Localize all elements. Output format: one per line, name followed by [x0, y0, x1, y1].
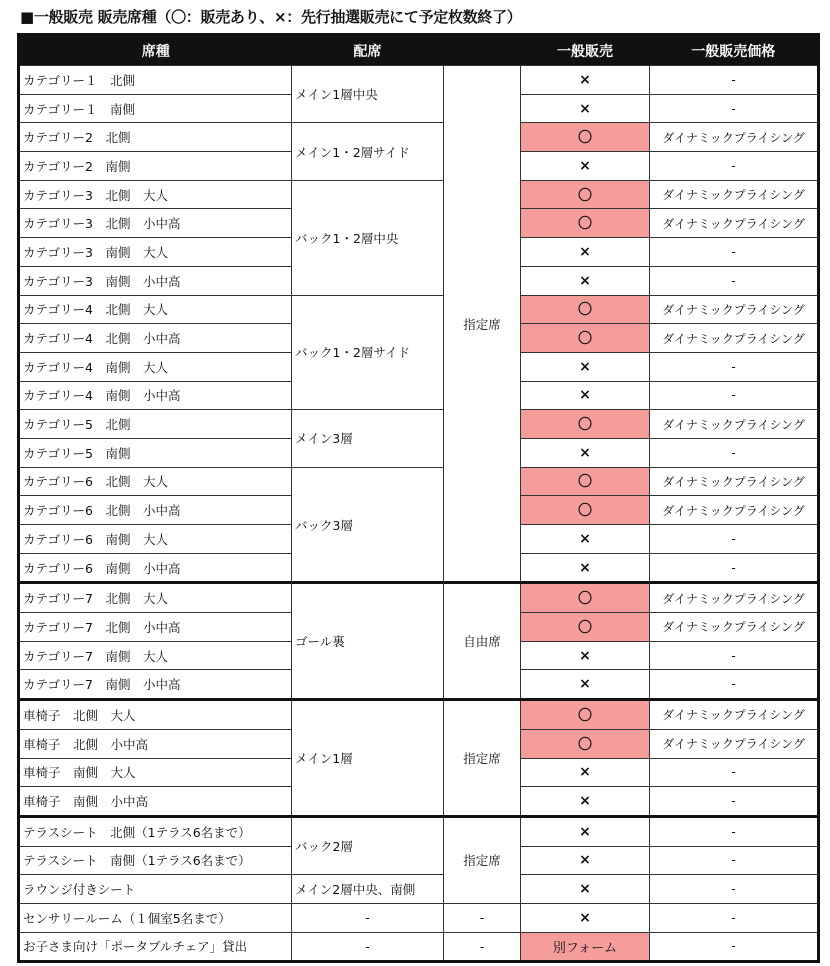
- seat-name: カテゴリー2 北側: [19, 123, 292, 152]
- seat-name: カテゴリー2 南側: [19, 152, 292, 181]
- seat-name: カテゴリー3 北側 小中高: [19, 209, 292, 238]
- placement: メイン2層中央、南側: [292, 875, 444, 904]
- sale-status: 〇: [521, 123, 650, 152]
- sale-status: 〇: [521, 583, 650, 613]
- sale-status: 〇: [521, 496, 650, 525]
- sale-status: ×: [521, 553, 650, 583]
- sale-status: 〇: [521, 700, 650, 730]
- sale-status: ×: [521, 787, 650, 817]
- sale-price: -: [650, 381, 819, 410]
- sale-price: ダイナミックプライシング: [650, 729, 819, 758]
- header-seat: 席種: [19, 35, 292, 66]
- seat-name: テラスシート 北側（1テラス6名まで）: [19, 816, 292, 846]
- sale-price: -: [650, 903, 819, 932]
- sale-status: ×: [521, 66, 650, 95]
- table-row: [19, 295, 819, 324]
- seat-name: カテゴリー3 北側 大人: [19, 180, 292, 209]
- placement: バック1・2層サイド: [292, 295, 444, 410]
- table-header: [19, 35, 819, 66]
- sale-price: ダイナミックプライシング: [650, 410, 819, 439]
- table-row: [19, 875, 819, 904]
- sale-price: ダイナミックプライシング: [650, 209, 819, 238]
- sale-status: ×: [521, 525, 650, 554]
- placement: -: [292, 932, 444, 962]
- seat-name: カテゴリー6 南側 小中高: [19, 553, 292, 583]
- seat-name: カテゴリー6 北側 大人: [19, 467, 292, 496]
- seat-name: カテゴリー7 北側 大人: [19, 583, 292, 613]
- sale-status: ×: [521, 758, 650, 787]
- sale-price: -: [650, 238, 819, 267]
- placement: バック1・2層中央: [292, 180, 444, 295]
- sale-status: ×: [521, 816, 650, 846]
- sale-status: ×: [521, 238, 650, 267]
- seat-name: カテゴリー4 北側 大人: [19, 295, 292, 324]
- sale-price: -: [650, 932, 819, 962]
- seat-name: カテゴリー7 南側 小中高: [19, 670, 292, 700]
- seat-type: -: [444, 932, 521, 962]
- header-sale: 一般販売: [521, 35, 650, 66]
- sale-status: ×: [521, 266, 650, 295]
- table-row: [19, 467, 819, 496]
- seat-name: カテゴリー4 北側 小中高: [19, 324, 292, 353]
- sale-price: -: [650, 816, 819, 846]
- seat-name: カテゴリー１ 北側: [19, 66, 292, 95]
- placement: ゴール裏: [292, 583, 444, 700]
- table-row: [19, 903, 819, 932]
- sale-status: ×: [521, 846, 650, 875]
- seat-name: カテゴリー１ 南側: [19, 94, 292, 123]
- sale-price: ダイナミックプライシング: [650, 613, 819, 642]
- sale-price: ダイナミックプライシング: [650, 324, 819, 353]
- header-placement: 配席: [292, 35, 444, 66]
- seat-type: 自由席: [444, 583, 521, 700]
- sale-price: -: [650, 525, 819, 554]
- sale-status: 〇: [521, 295, 650, 324]
- seat-name: カテゴリー3 南側 大人: [19, 238, 292, 267]
- seat-name: カテゴリー7 北側 小中高: [19, 613, 292, 642]
- page-title: ■一般販売 販売席種（〇：販売あり、×：先行抽選販売にて予定枚数終了）: [20, 8, 522, 26]
- sale-price: -: [650, 758, 819, 787]
- seat-name: カテゴリー4 南側 大人: [19, 352, 292, 381]
- sale-price: -: [650, 94, 819, 123]
- seat-name: カテゴリー3 南側 小中高: [19, 266, 292, 295]
- placement: メイン1層: [292, 700, 444, 817]
- table-row: [19, 180, 819, 209]
- sale-status: 〇: [521, 467, 650, 496]
- sale-price: -: [650, 670, 819, 700]
- sale-status: 〇: [521, 180, 650, 209]
- sale-price: -: [650, 266, 819, 295]
- seat-type: 指定席: [444, 66, 521, 583]
- sale-price: -: [650, 846, 819, 875]
- table-row: [19, 410, 819, 439]
- seat-name: 車椅子 南側 大人: [19, 758, 292, 787]
- table-row: [19, 123, 819, 152]
- seat-name: ラウンジ付きシート: [19, 875, 292, 904]
- table-row: [19, 66, 819, 95]
- sale-price: ダイナミックプライシング: [650, 467, 819, 496]
- sale-price: ダイナミックプライシング: [650, 180, 819, 209]
- seat-name: カテゴリー5 南側: [19, 438, 292, 467]
- sale-status: ×: [521, 381, 650, 410]
- seat-name: テラスシート 南側（1テラス6名まで）: [19, 846, 292, 875]
- sale-price: -: [650, 152, 819, 181]
- seat-name: カテゴリー5 北側: [19, 410, 292, 439]
- sale-status: 〇: [521, 410, 650, 439]
- sale-status: ×: [521, 641, 650, 670]
- seat-type: 指定席: [444, 816, 521, 903]
- sale-price: -: [650, 641, 819, 670]
- seat-name: カテゴリー6 南側 大人: [19, 525, 292, 554]
- seat-name: センサリールーム（１個室5名まで）: [19, 903, 292, 932]
- table-row: [19, 583, 819, 613]
- sale-status: 〇: [521, 729, 650, 758]
- placement: バック3層: [292, 467, 444, 583]
- seat-name: カテゴリー7 南側 大人: [19, 641, 292, 670]
- sale-price: ダイナミックプライシング: [650, 295, 819, 324]
- table-row: [19, 816, 819, 846]
- seat-name: カテゴリー6 北側 小中高: [19, 496, 292, 525]
- placement: メイン3層: [292, 410, 444, 467]
- sale-price: ダイナミックプライシング: [650, 583, 819, 613]
- header-type: [444, 35, 521, 66]
- seat-type: -: [444, 903, 521, 932]
- sale-status: ×: [521, 94, 650, 123]
- seat-name: 車椅子 北側 小中高: [19, 729, 292, 758]
- placement: -: [292, 903, 444, 932]
- sale-status: ×: [521, 903, 650, 932]
- seat-name: 車椅子 北側 大人: [19, 700, 292, 730]
- sale-price: -: [650, 553, 819, 583]
- sale-status: ×: [521, 152, 650, 181]
- sale-price: -: [650, 66, 819, 95]
- sale-price: ダイナミックプライシング: [650, 700, 819, 730]
- table-row: [19, 932, 819, 962]
- placement: メイン1層中央: [292, 66, 444, 123]
- seat-name: お子さま向け「ポータブルチェア」貸出: [19, 932, 292, 962]
- placement: メイン1・2層サイド: [292, 123, 444, 180]
- sale-status: ×: [521, 438, 650, 467]
- seat-table: [17, 33, 820, 963]
- seat-name: 車椅子 南側 小中高: [19, 787, 292, 817]
- sale-status: 別フォーム: [521, 932, 650, 962]
- seat-type: 指定席: [444, 700, 521, 817]
- sale-status: 〇: [521, 324, 650, 353]
- sale-status: 〇: [521, 209, 650, 238]
- sale-price: -: [650, 352, 819, 381]
- sale-price: ダイナミックプライシング: [650, 123, 819, 152]
- header-price: 一般販売価格: [650, 35, 819, 66]
- seat-name: カテゴリー4 南側 小中高: [19, 381, 292, 410]
- sale-status: 〇: [521, 613, 650, 642]
- sale-status: ×: [521, 875, 650, 904]
- sale-price: -: [650, 438, 819, 467]
- sale-status: ×: [521, 352, 650, 381]
- sale-price: ダイナミックプライシング: [650, 496, 819, 525]
- sale-status: ×: [521, 670, 650, 700]
- sale-price: -: [650, 875, 819, 904]
- placement: バック2層: [292, 816, 444, 874]
- table-row: [19, 700, 819, 730]
- sale-price: -: [650, 787, 819, 817]
